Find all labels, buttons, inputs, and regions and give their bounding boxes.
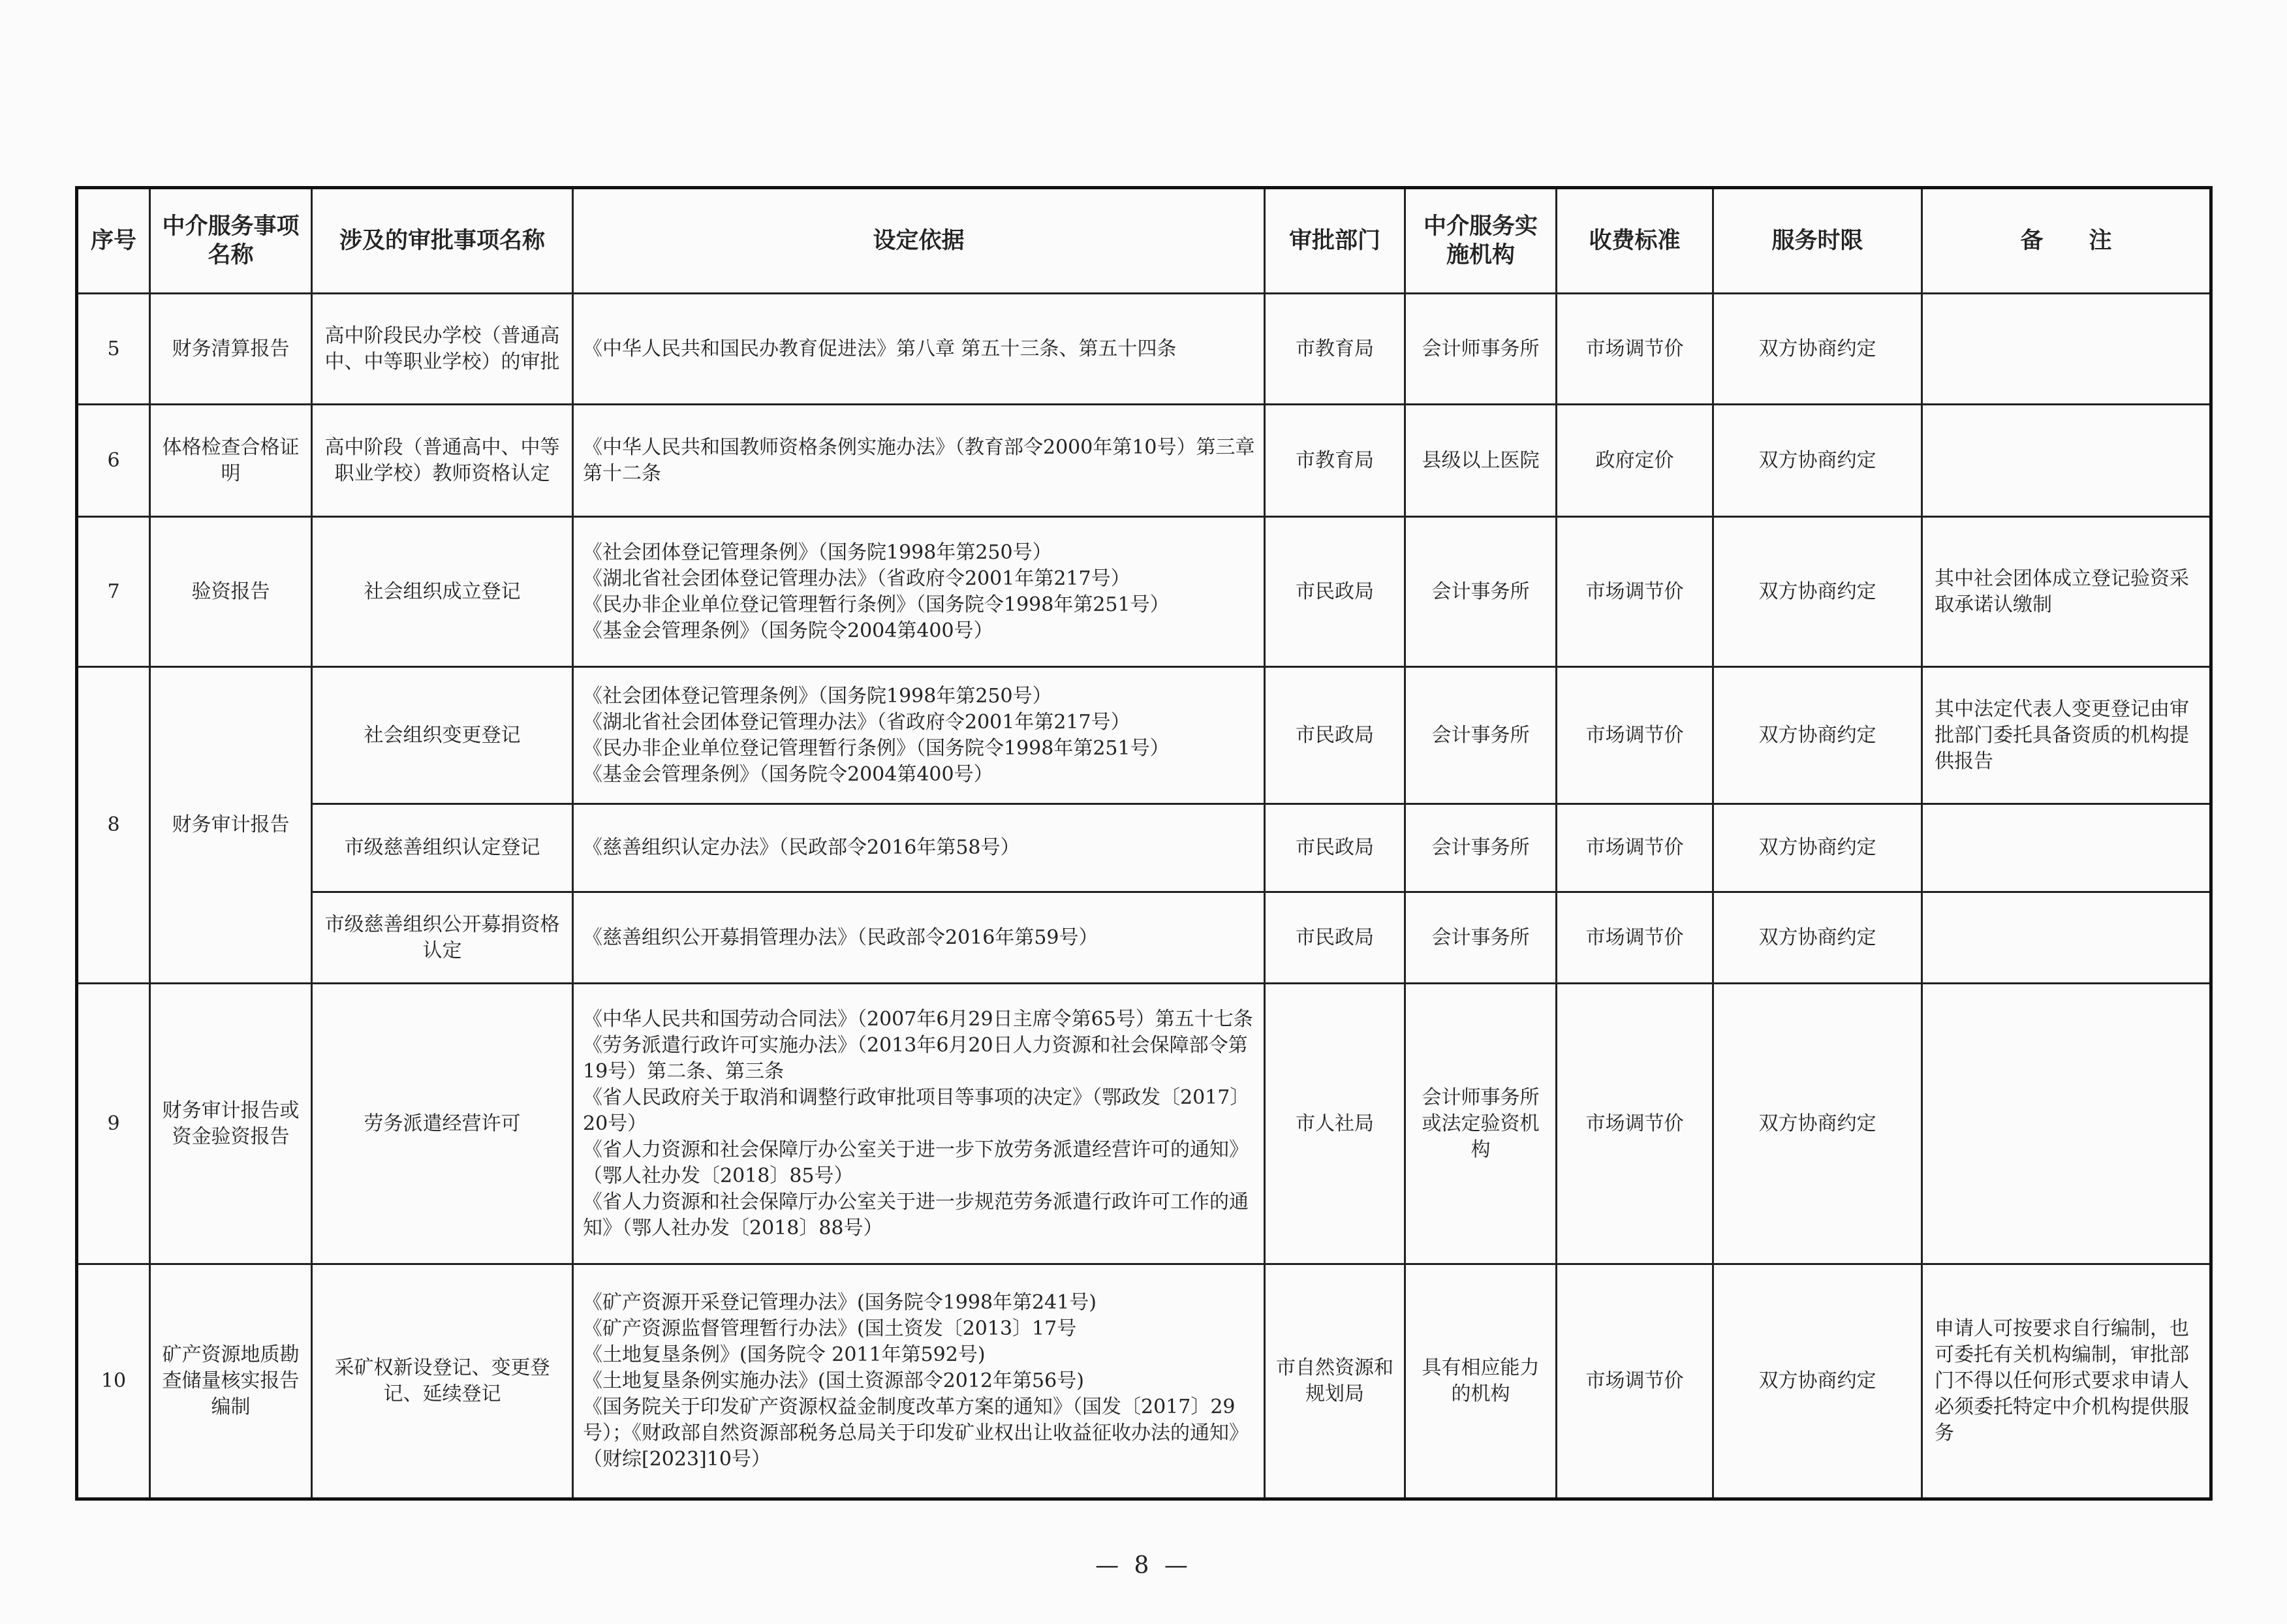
- cell-dept: 市人社局: [1265, 984, 1405, 1264]
- cell-remark: 申请人可按要求自行编制，也可委托有关机构编制，审批部门不得以任何形式要求申请人必须委托特定中介机构提供服务: [1922, 1264, 2211, 1499]
- cell-time: 双方协商约定: [1713, 984, 1922, 1264]
- cell-approval: 市级慈善组织认定登记: [312, 804, 573, 892]
- cell-service: 财务审计报告或资金验资报告: [150, 984, 312, 1264]
- header-approval: 涉及的审批事项名称: [312, 188, 573, 294]
- basis-line: 《社会团体登记管理条例》（国务院1998年第250号）: [583, 684, 1052, 708]
- basis-line: 《土地复垦条例实施办法》(国土资源部令2012年第56号): [583, 1369, 1084, 1392]
- intermediary-services-table: [75, 186, 2213, 1501]
- basis-line: 《基金会管理条例》（国务院令2004第400号）: [583, 762, 993, 786]
- cell-no: 5: [77, 294, 150, 405]
- cell-fee: 市场调节价: [1557, 517, 1713, 667]
- cell-service: 体格检查合格证明: [150, 405, 312, 517]
- basis-line: 《湖北省社会团体登记管理办法》（省政府令2001年第217号）: [583, 567, 1130, 590]
- cell-fee: 政府定价: [1557, 405, 1713, 517]
- cell-remark: [1922, 984, 2211, 1264]
- cell-time: 双方协商约定: [1713, 405, 1922, 517]
- basis-line: 《省人力资源和社会保障厅办公室关于进一步规范劳务派遣行政许可工作的通知》（鄂人社办发〔2018〕88号）: [583, 1190, 1249, 1240]
- basis-line: 《国务院关于印发矿产资源权益金制度改革方案的通知》（国发〔2017〕29号）；《财政部自然资源部税务总局关于印发矿业权出让收益征收办法的通知》（财综[2023]10号）: [583, 1396, 1249, 1471]
- basis-line: 《中华人民共和国民办教育促进法》第八章 第五十三条、第五十四条: [583, 337, 1177, 360]
- cell-basis: [573, 405, 1265, 517]
- cell-service: 财务清算报告: [150, 294, 312, 405]
- cell-dept: 市民政局: [1265, 804, 1405, 892]
- basis-line: 《慈善组织公开募捐管理办法》（民政部令2016年第59号）: [583, 926, 1098, 949]
- table-row: [77, 405, 2211, 517]
- cell-approval: 市级慈善组织公开募捐资格认定: [312, 892, 573, 984]
- basis-line: 《土地复垦条例》(国务院令 2011年第592号): [583, 1343, 986, 1366]
- cell-remark: 其中社会团体成立登记验资采取承诺认缴制: [1922, 517, 2211, 667]
- cell-time: 双方协商约定: [1713, 294, 1922, 405]
- table-row: [77, 517, 2211, 667]
- cell-agency: 会计师事务所: [1405, 294, 1557, 405]
- cell-time: 双方协商约定: [1713, 804, 1922, 892]
- header-service: 中介服务事项名称: [150, 188, 312, 294]
- cell-time: 双方协商约定: [1713, 892, 1922, 984]
- cell-basis: [573, 984, 1265, 1264]
- cell-basis: [573, 1264, 1265, 1499]
- cell-approval: 社会组织成立登记: [312, 517, 573, 667]
- basis-line: 《省人民政府关于取消和调整行政审批项目等事项的决定》（鄂政发〔2017〕20号）: [583, 1085, 1250, 1135]
- table-row: [77, 984, 2211, 1264]
- page-number: — 8 —: [1095, 1552, 1192, 1579]
- cell-agency: 会计事务所: [1405, 517, 1557, 667]
- basis-line: 《基金会管理条例》（国务院令2004第400号）: [583, 619, 993, 642]
- cell-time: 双方协商约定: [1713, 1264, 1922, 1499]
- cell-agency: 会计师事务所或法定验资机构: [1405, 984, 1557, 1264]
- basis-line: 《劳务派遣行政许可实施办法》（2013年6月20日人力资源和社会保障部令第19号）第二条、第三条: [583, 1033, 1248, 1083]
- cell-fee: 市场调节价: [1557, 1264, 1713, 1499]
- table-row: [77, 1264, 2211, 1499]
- cell-agency: 会计事务所: [1405, 892, 1557, 984]
- cell-basis: [573, 804, 1265, 892]
- basis-line: 《民办非企业单位登记管理暂行条例》（国务院令1998年第251号）: [583, 736, 1170, 760]
- cell-dept: 市民政局: [1265, 667, 1405, 804]
- header-no: 序号: [77, 188, 150, 294]
- cell-no: 8: [77, 667, 150, 984]
- cell-agency: 具有相应能力的机构: [1405, 1264, 1557, 1499]
- table-row: [77, 892, 2211, 984]
- cell-approval: 采矿权新设登记、变更登记、延续登记: [312, 1264, 573, 1499]
- header-fee: 收费标准: [1557, 188, 1713, 294]
- cell-remark: [1922, 892, 2211, 984]
- cell-service: 矿产资源地质勘查储量核实报告编制: [150, 1264, 312, 1499]
- cell-dept: 市自然资源和规划局: [1265, 1264, 1405, 1499]
- basis-line: 《中华人民共和国教师资格条例实施办法》（教育部令2000年第10号）第三章 第十二条: [583, 435, 1255, 485]
- cell-fee: 市场调节价: [1557, 667, 1713, 804]
- cell-time: 双方协商约定: [1713, 667, 1922, 804]
- cell-remark: [1922, 804, 2211, 892]
- cell-basis: [573, 294, 1265, 405]
- cell-fee: 市场调节价: [1557, 294, 1713, 405]
- basis-line: 《湖北省社会团体登记管理办法》（省政府令2001年第217号）: [583, 710, 1130, 734]
- cell-no: 9: [77, 984, 150, 1264]
- header-basis: 设定依据: [573, 188, 1265, 294]
- basis-line: 《省人力资源和社会保障厅办公室关于进一步下放劳务派遣经营许可的通知》（鄂人社办发〔2018〕85号）: [583, 1138, 1249, 1187]
- cell-no: 6: [77, 405, 150, 517]
- cell-fee: 市场调节价: [1557, 984, 1713, 1264]
- cell-agency: 县级以上医院: [1405, 405, 1557, 517]
- cell-basis: [573, 667, 1265, 804]
- cell-remark: [1922, 405, 2211, 517]
- basis-line: 《矿产资源监督管理暂行办法》(国土资发〔2013〕17号: [583, 1317, 1077, 1340]
- cell-dept: 市教育局: [1265, 405, 1405, 517]
- cell-approval: 高中阶段民办学校（普通高中、中等职业学校）的审批: [312, 294, 573, 405]
- table-row: [77, 667, 2211, 804]
- header-time: 服务时限: [1713, 188, 1922, 294]
- cell-remark: [1922, 294, 2211, 405]
- basis-line: 《社会团体登记管理条例》（国务院1998年第250号）: [583, 540, 1052, 564]
- basis-line: 《民办非企业单位登记管理暂行条例》（国务院令1998年第251号）: [583, 593, 1170, 616]
- basis-line: 《矿产资源开采登记管理办法》(国务院令1998年第241号): [583, 1291, 1097, 1314]
- header-dept: 审批部门: [1265, 188, 1405, 294]
- cell-approval: 劳务派遣经营许可: [312, 984, 573, 1264]
- table-row: [77, 294, 2211, 405]
- cell-time: 双方协商约定: [1713, 517, 1922, 667]
- cell-agency: 会计事务所: [1405, 804, 1557, 892]
- header-agency: 中介服务实施机构: [1405, 188, 1557, 294]
- header-remark: 备 注: [1922, 188, 2211, 294]
- cell-dept: 市民政局: [1265, 517, 1405, 667]
- cell-dept: 市教育局: [1265, 294, 1405, 405]
- table-header-row: [77, 188, 2211, 294]
- cell-approval: 高中阶段（普通高中、中等职业学校）教师资格认定: [312, 405, 573, 517]
- cell-dept: 市民政局: [1265, 892, 1405, 984]
- basis-line: 《中华人民共和国劳动合同法》（2007年6月29日主席令第65号）第五十七条: [583, 1007, 1253, 1031]
- table-row: [77, 804, 2211, 892]
- cell-no: 7: [77, 517, 150, 667]
- cell-agency: 会计事务所: [1405, 667, 1557, 804]
- cell-fee: 市场调节价: [1557, 804, 1713, 892]
- cell-service: 验资报告: [150, 517, 312, 667]
- basis-line: 《慈善组织认定办法》（民政部令2016年第58号）: [583, 836, 1020, 859]
- cell-service: 财务审计报告: [150, 667, 312, 984]
- cell-basis: [573, 517, 1265, 667]
- cell-approval: 社会组织变更登记: [312, 667, 573, 804]
- cell-basis: [573, 892, 1265, 984]
- cell-no: 10: [77, 1264, 150, 1499]
- cell-fee: 市场调节价: [1557, 892, 1713, 984]
- cell-remark: 其中法定代表人变更登记由审批部门委托具备资质的机构提供报告: [1922, 667, 2211, 804]
